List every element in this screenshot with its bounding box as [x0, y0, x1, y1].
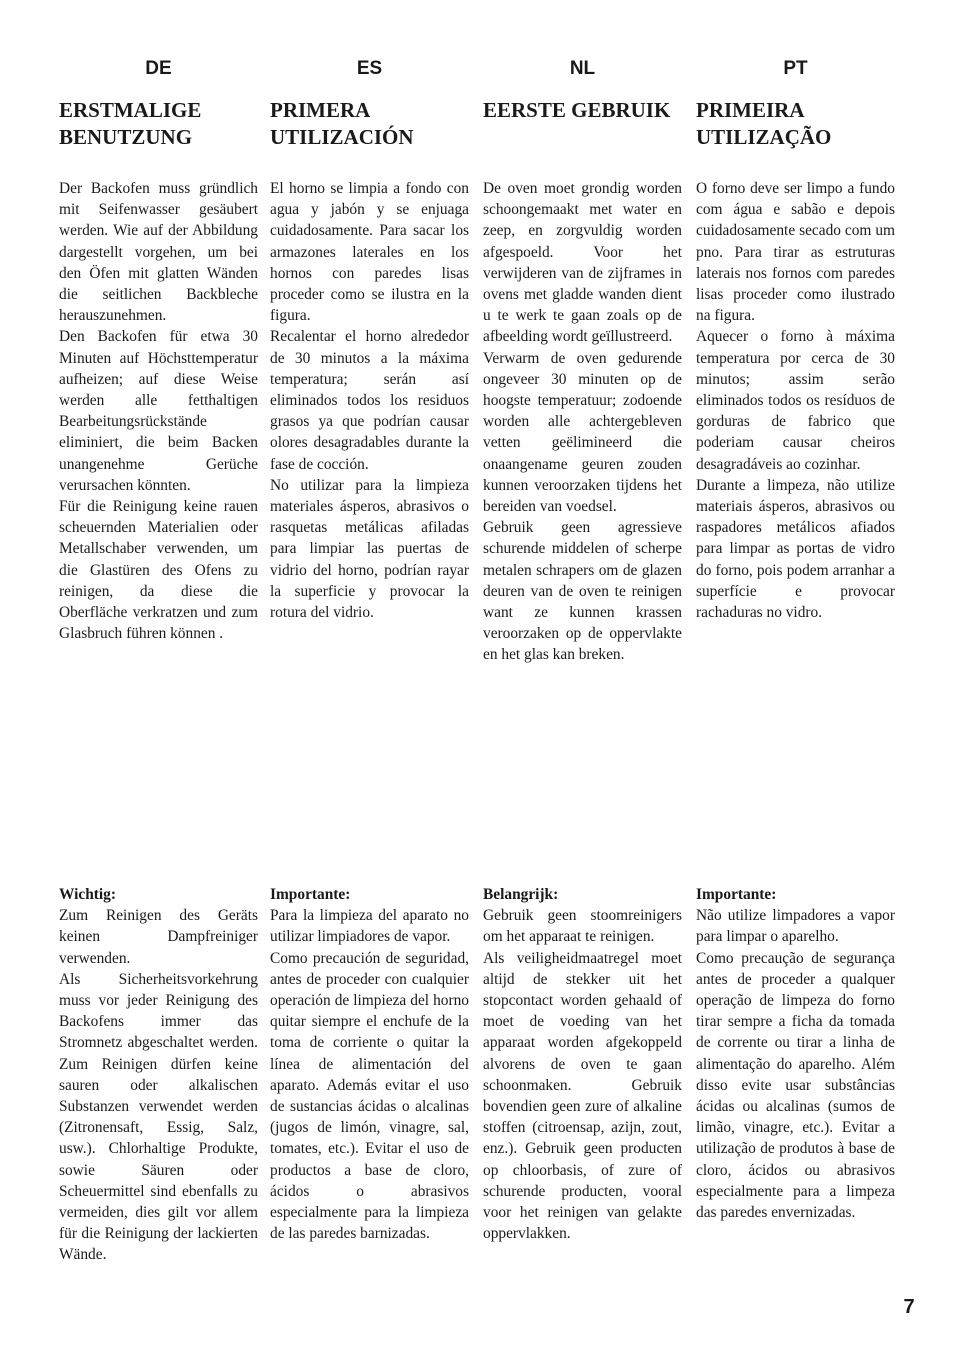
section-body-es [270, 178, 469, 623]
paragraph: Recalentar el horno alrededor de 30 minutos a la máxima temperatura; serán así eliminados todos los residuos grasos ya que podrían causar olores desagradables durante la fase de cocción. [270, 328, 469, 473]
paragraph: Para la limpieza del aparato no utilizar limpiadores de vapor. [270, 907, 469, 946]
section-title-pt: PRIMEIRA UTILIZAÇÃO [696, 98, 832, 149]
paragraph: Verwarm de oven gedurende ongeveer 30 minuten op de hoogste temperatuur; zodoende worden alle achtergebleven vetten geëlimineerd die onaangename geuren zouden kunnen veroorzaken tijdens het bereiden van voedsel. [483, 349, 682, 516]
paragraph: El horno se limpia a fondo con agua y jabón y se enjuaga cuidadosamente. Para sacar los armazones laterales en los hornos con paredes lisas proceder como se ilustra en la figura. [270, 180, 469, 325]
section-title-nl: EERSTE GEBRUIK [483, 98, 671, 122]
paragraph: Durante a limpeza, não utilize materiais ásperos, abrasivos ou raspadores metálicos afiados para limpar as portas de vidro do forno, pois podem arranhar a superfície e provocar rachaduras no vidro. [696, 476, 895, 622]
paragraph: O forno deve ser limpo a fundo com água e sabão e depois cuidadosamente secado com um pno. Para tirar as estruturas laterais nos fornos com paredes lisas proceder como ilustrado na figura. [696, 180, 895, 325]
important-note-de [59, 884, 258, 1266]
lang-code-nl: NL [569, 58, 596, 79]
paragraph: Gebruik geen agressieve schurende middelen of scherpe metalen schrapers om de glazen deuren van de oven te reinigen want ze kunnen krassen veroorzaken op de oppervlakte en het glas kan breken. [483, 519, 682, 664]
lang-code-es: ES [356, 58, 383, 79]
important-heading: Wichtig: [59, 886, 117, 903]
paragraph: Como precaución de seguridad, antes de proceder con cualquier operación de limpieza del horno quitar siempre el enchufe de la toma de corriente o quitar la línea de alimentación del aparato. Además evitar el uso de sustancias ácidas o alcalinas (jugos de limón, vinagre, sal, tomates, etc.). Evitar el uso de productos a base de cloro, ácidos o abrasivos especialmente para la limpieza de las paredes barnizadas. [270, 949, 469, 1243]
paragraph: Als Sicherheitsvorkehrung muss vor jeder Reinigung des Backofens immer das Stromnetz abgeschaltet werden. Zum Reinigen dürfen keine sauren oder alkalischen Substanzen verwendet werden (Zitronensaft, Essig, Salz, usw.). Chlorhaltige Produkte, sowie Säuren oder Scheuermittel sind ebenfalls zu vermeiden, dies gilt vor allem für die Reinigung der lackierten Wände. [59, 970, 258, 1264]
important-heading: Belangrijk: [483, 886, 559, 903]
important-heading: Importante: [696, 886, 777, 903]
paragraph: Der Backofen muss gründlich mit Seifenwasser gesäubert werden. Wie auf der Abbildung dargestellt vorgehen, um bei den Öfen mit glatten Wänden die seitlichen Backbleche herauszunehmen. [59, 180, 258, 325]
paragraph: De oven moet grondig worden schoongemaakt met water en zeep, en zorgvuldig worden afgespoeld. Voor het verwijderen van de zijframes in ovens met gladde wanden dient u te werk te gaan zoals op de afbeelding wordt geïllustreerd. [483, 180, 682, 346]
page-number: 7 [903, 1296, 915, 1318]
paragraph: Zum Reinigen des Geräts keinen Dampfreiniger verwenden. [59, 907, 258, 967]
paragraph: Não utilize limpadores a vapor para limpar o aparelho. [696, 907, 895, 946]
paragraph: Gebruik geen stoomreinigers om het apparaat te reinigen. [483, 907, 682, 946]
section-body-de [59, 178, 258, 644]
paragraph: No utilizar para la limpieza materiales ásperos, abrasivos o rasquetas metálicas afiladas para limpiar las puertas de vidrio del horno, podrían rayar la superficie y provocar la rotura del vidrio. [270, 476, 469, 622]
section-body-nl [483, 178, 682, 666]
paragraph: Aquecer o forno à máxima temperatura por cerca de 30 minutos; assim serão eliminados todos os resíduos de gorduras de fabrico que poderiam causar cheiros desagradáveis ao cozinhar. [696, 328, 895, 473]
important-note-pt [696, 884, 895, 1223]
section-title-de: ERSTMALIGE BENUTZUNG [59, 98, 202, 149]
paragraph: Como precaução de segurança antes de proceder a qualquer operação de limpeza do forno tirar sempre a ficha da tomada de corrente ou tirar a linha de alimentação do aparelho. Além disso evite usar substâncias ácidas ou alcalinas (sumos de limão, vinagre, etc.). Evitar a utilização de produtos à base de cloro, ácidos ou abrasivos especialmente para a limpeza das paredes envernizadas. [696, 949, 895, 1222]
lang-code-de: DE [145, 58, 172, 79]
section-body-pt [696, 178, 895, 623]
paragraph: Den Backofen für etwa 30 Minuten auf Höchsttemperatur aufheizen; auf diese Weise werden alle fetthaltigen Bearbeitungsrückstände eliminiert, die beim Backen unangenehme Gerüche verursachen könnten. [59, 328, 258, 494]
paragraph: Als veiligheidmaatregel moet altijd de stekker uit het stopcontact worden gehaald of moet de voeding van het apparaat worden afgekoppeld alvorens de oven te gaan schoonmaken. Gebruik bovendien geen zure of alkaline stoffen (citroensap, azijn, zout, enz.). Gebruik geen producten op chloorbasis, of zure of schurende producten, vooral voor het reinigen van gelakte oppervlakken. [483, 949, 682, 1243]
important-note-es [270, 884, 469, 1244]
important-note-nl [483, 884, 682, 1244]
paragraph: Für die Reinigung keine rauen scheuernden Materialien oder Metallschaber verwenden, um die Glastüren des Ofens zu reinigen, da diese die Oberfläche verkratzen und zum Glasbruch führen können . [59, 498, 258, 643]
section-title-es: PRIMERA UTILIZACIÓN [270, 98, 414, 149]
important-heading: Importante: [270, 886, 351, 903]
lang-code-pt: PT [783, 58, 808, 79]
